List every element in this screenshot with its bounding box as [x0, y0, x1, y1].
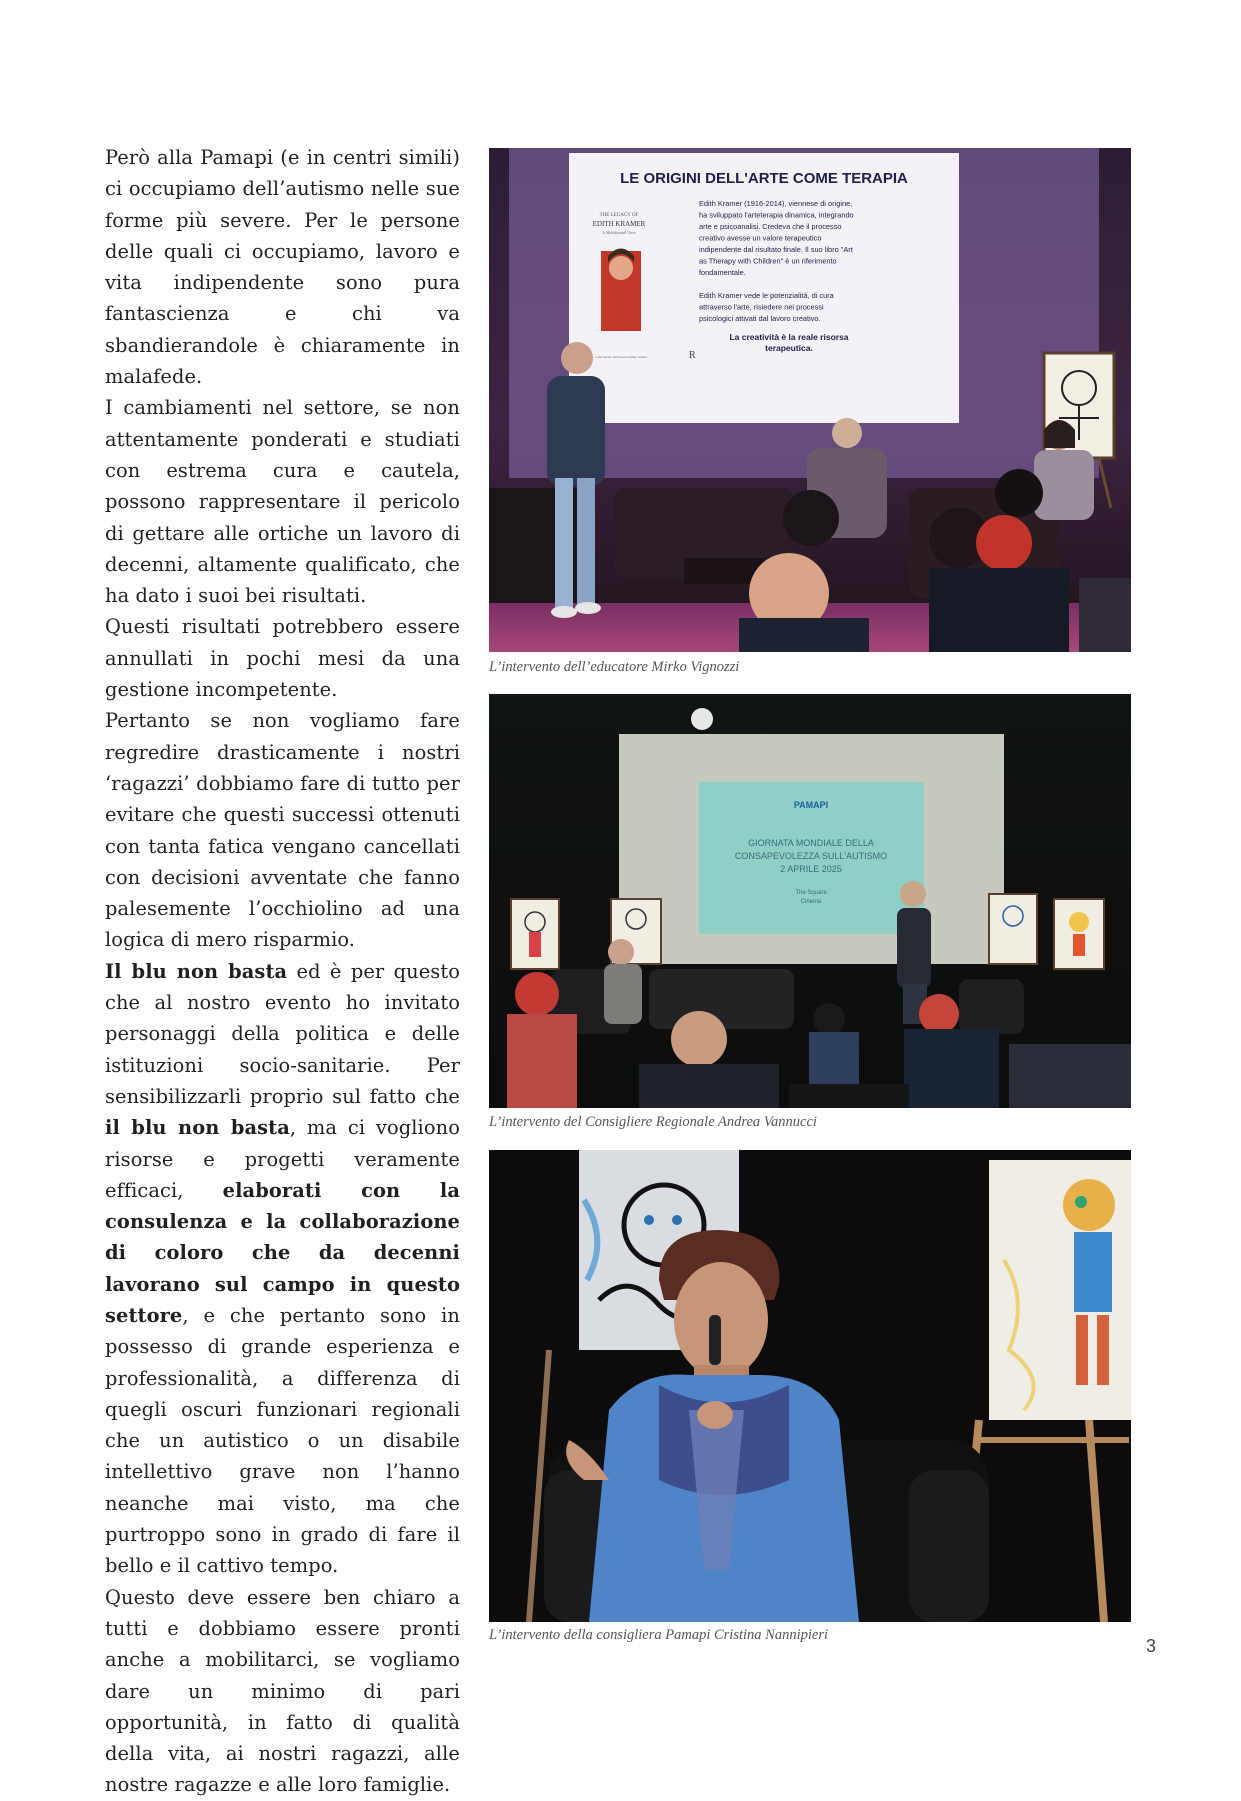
seated-guest: [604, 964, 642, 1024]
slide-text-line: Cinema: [800, 899, 822, 905]
publisher-mark: R: [689, 350, 696, 361]
slide-text-line: terapeutica.: [765, 343, 813, 353]
audience: [515, 972, 559, 1016]
slide-text-line: indipendente dal risultato finale. Il suo libro "Art: [699, 245, 853, 254]
book-subtitle: A Multifaceted View: [602, 230, 636, 235]
slide-text-line: attraverso l'arte, risiedere nei processi: [699, 302, 824, 312]
article-body: [105, 142, 460, 1801]
bold-text: Il blu non basta: [105, 959, 288, 983]
article-paragraph: [105, 1582, 460, 1801]
caption-photo3: L’intervento della consigliera Pamapi Cristina Nannipieri: [489, 1627, 828, 1643]
slide-text-line: as Therapy with Children" è un riferimento: [699, 256, 837, 266]
bold-text: il blu non basta: [105, 1116, 290, 1140]
text-run: , ma ci vogliono risorse e progetti veramente efficaci,: [105, 1116, 460, 1202]
slide-text-line: GIORNATA MONDIALE DELLA: [748, 838, 874, 848]
article-paragraph: [105, 611, 460, 705]
article-paragraph: [105, 705, 460, 955]
speaker-head: [900, 881, 926, 907]
slide-text-line: Edith Kramer (1916-2014), viennese di origine,: [699, 199, 853, 208]
text-run: Questi risultati potrebbero essere annullati in pochi mesi da una gestione incompetente.: [105, 615, 460, 702]
text-run: I cambiamenti nel settore, se non attentamente ponderati e studiati con estrema cura e cautela, possono rappresentare il pericolo di gettare alle ortiche un lavoro di decenni, altamente qualificato, che ha dato i suoi bei risultati.: [105, 396, 460, 608]
speaker: [547, 376, 605, 486]
slide-text-line: fondamentale.: [699, 268, 746, 277]
microphone-icon: [709, 1315, 721, 1365]
slide-title: LE ORIGINI DELL'ARTE COME TERAPIA: [620, 170, 908, 187]
book-title: EDITH KRAMER: [592, 220, 646, 228]
slide-text-line: 2 APRILE 2025: [780, 864, 842, 874]
page-number: 3: [1146, 1636, 1157, 1656]
bold-text: elaborati con la consulenza e la collaborazione di coloro che da decenni lavorano sul campo in questo settore: [105, 1178, 461, 1327]
slide-text-line: psicologici attivati dal lavoro creativo.: [699, 314, 821, 323]
slide-text-line: Edith Kramer vede le potenzialità, di cura: [699, 291, 834, 300]
slide-text-line: CONSAPEVOLEZZA SULL'AUTISMO: [734, 851, 888, 861]
text-run: Pertanto se non vogliamo fare regredire drasticamente i nostri ‘ragazzi’ dobbiamo fare di tutto per evitare che questi successi ottenuti con tanta fatica vengano cancellati con decisioni avventate che fanno palesemente l’occhiolino ad una logica di mero risparmio.: [105, 709, 460, 952]
caption-photo2: L’intervento del Consigliere Regionale Andrea Vannucci: [489, 1114, 817, 1130]
slide-logo: PAMAPI: [793, 800, 829, 810]
slide-text-line: The Square: [795, 890, 827, 896]
speaker-head: [561, 342, 593, 374]
book-footer: Lani Gerity and Susan Ainlay Anand: [595, 355, 647, 359]
text-run: Però alla Pamapi (e in centri simili) ci occupiamo dell’autismo nelle sue forme più severe. Per le persone delle quali ci occupiamo, lavoro e vita indipendente sono pura fantascienza e chi va sbandierandole è chiaramente in malafede.: [105, 146, 460, 389]
slide-text-line: creativo avesse un valore terapeutico: [699, 233, 822, 243]
article-paragraph: [105, 392, 460, 611]
book-label: THE LEGACY OF: [599, 213, 639, 218]
caption-photo1: L’intervento dell’educatore Mirko Vignozzi: [489, 659, 740, 675]
text-run: Questo deve essere ben chiaro a tutti e dobbiamo essere pronti anche a mobilitarci, se vogliamo dare un minimo di pari opportunità, in fatto di qualità della vita, ai nostri ragazzi, alle nostre ragazze e alle loro famiglie.: [105, 1585, 460, 1797]
text-run: ed è per questo che al nostro evento ho invitato personaggi della politica e delle istituzioni socio-sanitarie. Per sensibilizzarli proprio sul fatto che: [105, 959, 460, 1108]
photo-consigliera-talk: [489, 1150, 1131, 1622]
slide-text-line: La creatività è la reale risorsa: [729, 332, 849, 342]
photo-councillor-talk: [489, 694, 1131, 1108]
article-paragraph: [105, 142, 460, 392]
slide-text-line: arte e psicoanalisi. Credeva che il processo: [699, 222, 842, 231]
sofa: [649, 969, 794, 1029]
text-run: , e che pertanto sono in possesso di grande esperienza e professionalità, a differenza di quegli oscuri funzionari regionali che un autistico o un disabile intellettivo grave non l’hanno neanche mai visto, ma che purtroppo sono in grado di fare il bello e il cattivo tempo.: [105, 1303, 460, 1578]
spotlight: [691, 708, 713, 730]
audience: [783, 490, 839, 546]
speaker: [897, 908, 931, 988]
photo-educator-talk: [489, 148, 1131, 652]
slide-text-line: ha sviluppato l'arteterapia dinamica, integrando: [699, 210, 854, 220]
article-paragraph: [105, 956, 460, 1582]
